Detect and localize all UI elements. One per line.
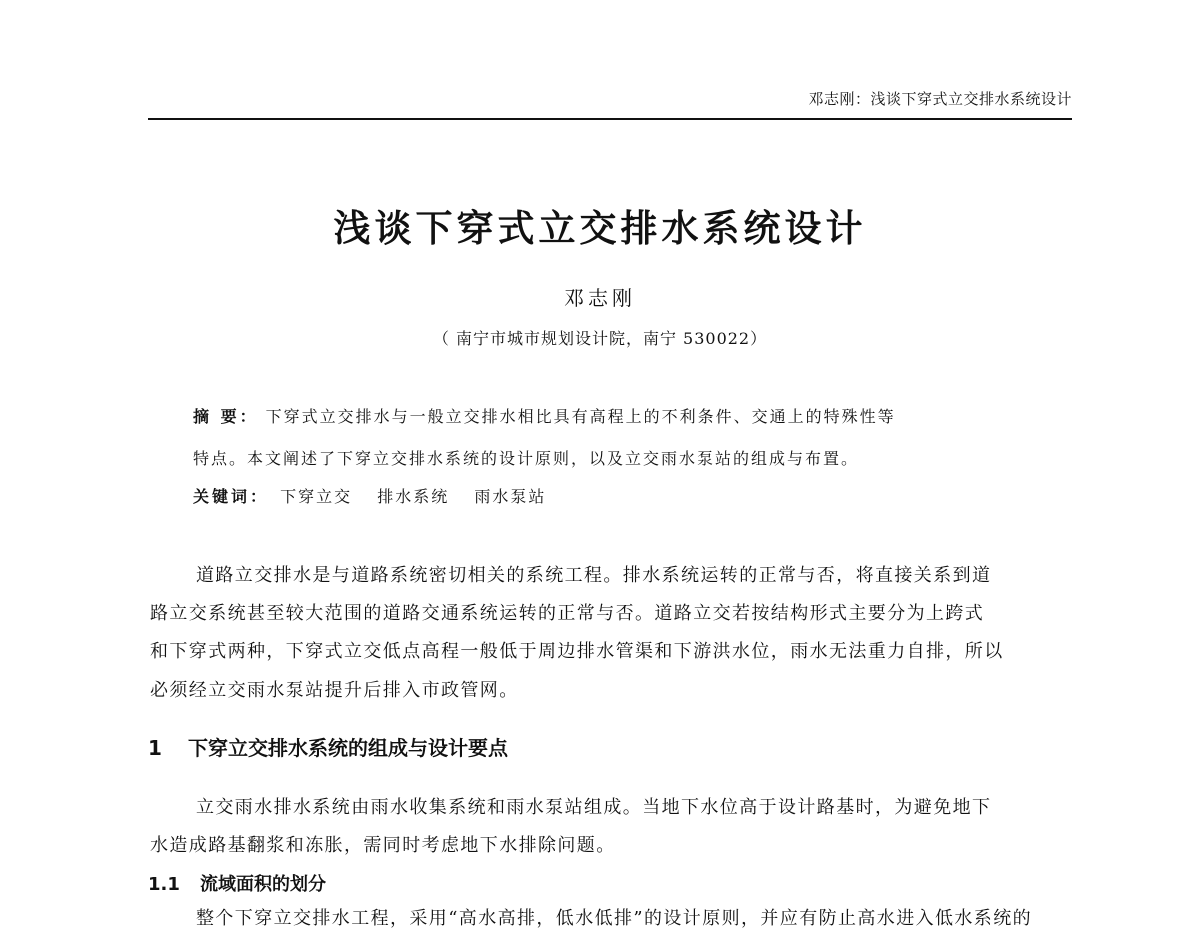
subsection-number: 1.1 [148, 874, 180, 895]
intro-line-1: 道路立交排水是与道路系统密切相关的系统工程。排水系统运转的正常与否，将直接关系到道 [196, 565, 992, 586]
author: 邓志刚 [564, 286, 636, 310]
abstract-label: 摘 要： [193, 407, 259, 426]
section-1-1-line-1: 整个下穿立交排水工程，采用“高水高排，低水低排”的设计原则，并应有防止高水进入低水系统的 [196, 908, 1032, 929]
abstract-line-1 [193, 404, 896, 427]
intro-line-3: 和下穿式两种，下穿式立交低点高程一般低于周边排水管渠和下游洪水位，雨水无法重力自排，所以 [150, 641, 1004, 662]
section-1-line-1: 立交雨水排水系统由雨水收集系统和雨水泵站组成。当地下水位高于设计路基时，为避免地下 [196, 797, 992, 818]
keyword: 排水系统 [377, 487, 450, 506]
abstract-text-1: 下穿式立交排水与一般立交排水相比具有高程上的不利条件、交通上的特殊性等 [265, 407, 896, 426]
section-title: 下穿立交排水系统的组成与设计要点 [188, 736, 508, 760]
affiliation: （ 南宁市城市规划设计院，南宁 530022） [432, 329, 768, 348]
section-1-heading [148, 732, 508, 761]
keyword: 雨水泵站 [474, 487, 547, 506]
section-number: 1 [148, 736, 162, 760]
abstract-line-2: 特点。本文阐述了下穿立交排水系统的设计原则，以及立交雨水泵站的组成与布置。 [193, 449, 860, 468]
subsection-title: 流域面积的划分 [200, 874, 326, 895]
keyword: 下穿立交 [280, 487, 353, 506]
intro-line-4: 必须经立交雨水泵站提升后排入市政管网。 [150, 680, 519, 701]
running-header: 邓志刚：浅谈下穿式立交排水系统设计 [808, 90, 1072, 108]
keywords-label: 关键词： [193, 487, 270, 506]
header-rule [148, 118, 1072, 120]
keywords [193, 484, 546, 507]
section-1-line-2: 水造成路基翻浆和冻胀，需同时考虑地下水排除问题。 [150, 835, 616, 856]
article-title: 浅谈下穿式立交排水系统设计 [333, 207, 867, 250]
section-1-1-heading [148, 870, 326, 896]
intro-line-2: 路立交系统甚至较大范围的道路交通系统运转的正常与否。道路立交若按结构形式主要分为上跨式 [150, 603, 985, 624]
